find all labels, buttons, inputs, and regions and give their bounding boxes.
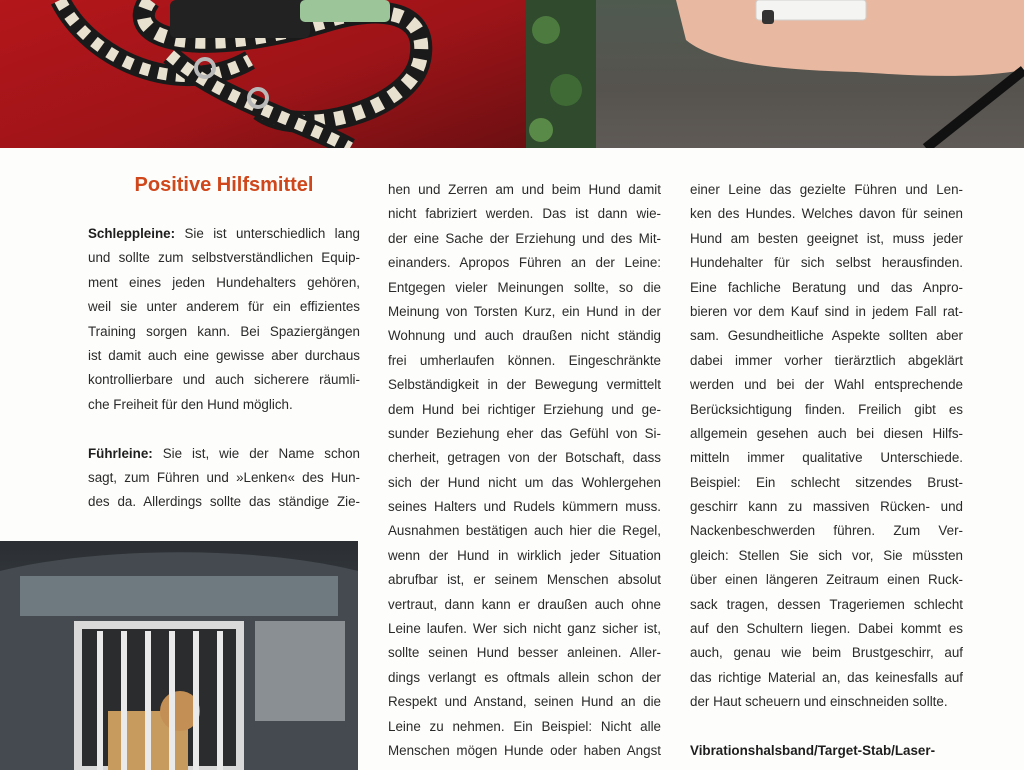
text-line: frei umherlaufen können. Eingeschränkte xyxy=(388,352,661,368)
text-line: Leine zu nehmen. Ein Beispiel: Nicht alle xyxy=(388,718,661,734)
text-line: Eine fachliche Beratung und das Anpro- xyxy=(690,279,963,295)
text-line: das richtige Material an, das keinesfalls auf xyxy=(690,669,963,685)
text-line: wenn der Hund in wirklich jeder Situation xyxy=(388,547,661,563)
text-line: ken des Hundes. Welches davon für seinen xyxy=(690,206,963,222)
text-line: Nackenbeschwerden führen. Zum Ver- xyxy=(690,523,963,539)
dog-crate-illustration xyxy=(0,541,358,770)
dog-crate-photo xyxy=(0,541,358,770)
subheading-vibrationshalsband: Vibrationshalsband/Target-Stab/Laser- xyxy=(690,742,936,758)
text-line: Berücksichtigung finden. Freilich gibt es xyxy=(690,401,963,417)
text-line: weil sie unter anderem für ein effizientes xyxy=(88,299,360,315)
text-line: hen und Zerren am und beim Hund damit xyxy=(388,182,661,197)
paragraph-fuehrleine-first-line xyxy=(88,442,360,466)
text-line: Selbständigkeit in der Bewegung vermittelt xyxy=(388,377,661,393)
text-line: mitteln immer qualitative Unterschiede. xyxy=(690,450,963,466)
text-line: der eine Sache der Erziehung und des Mit- xyxy=(388,230,661,246)
text-line: Wohnung und auch draußen nicht ständig xyxy=(388,328,661,344)
text-line: gleich: Stellen Sie sich vor, Sie müssten xyxy=(690,547,963,563)
text-line: und sollte zum selbstverständlichen Equip- xyxy=(88,250,360,266)
text-line: kontrollierbare und auch sicherere räumli- xyxy=(88,372,360,388)
text-line: auch, genau wie beim Brustgeschirr, auf xyxy=(690,645,963,661)
leash-photo xyxy=(0,0,526,148)
text-line: nicht fabriziert werden. Das ist dann wie- xyxy=(388,206,661,222)
text-line: Beispiel: Ein schlecht sitzendes Brust- xyxy=(690,474,963,490)
text-line: sack tragen, dessen Trageriemen schlecht xyxy=(690,596,963,612)
text-fragment: Sie ist, wie der Name schon xyxy=(162,445,360,461)
text-line: Hundehalter für sich selbst herausfinden. xyxy=(690,255,963,271)
hand-photo xyxy=(526,0,1024,148)
text-line: über einen längeren Zeitraum einen Ruck- xyxy=(690,572,963,588)
text-line: werden und bei der Wahl entsprechende xyxy=(690,377,963,393)
text-line: Entgegen vieler Meinungen sollte, so die xyxy=(388,279,661,295)
paragraph-schleppleine-first-line xyxy=(88,222,360,246)
text-line: einer Leine das gezielte Führen und Len- xyxy=(690,182,963,197)
text-line: Training sorgen kann. Bei Spaziergängen xyxy=(88,323,360,339)
text-line: sunder Beziehung eher das Gefühl von Si- xyxy=(388,425,661,441)
text-fragment: Sie ist unterschiedlich lang xyxy=(184,226,360,241)
text-line: sollte seinen Hund besser anleinen. Aller- xyxy=(388,645,661,661)
leash-illustration xyxy=(0,0,526,148)
text-line: ment eines jeden Hundehalters gehören, xyxy=(88,274,360,290)
text-line: sich der Hund nicht um das Wohlergehen xyxy=(388,474,661,490)
text-line: allgemein gesehen auch bei diesen Hilfs- xyxy=(690,425,963,441)
hand-illustration xyxy=(526,0,1024,148)
term-schleppleine: Schleppleine: xyxy=(88,226,176,241)
text-line: seines Halters und Rudels kümmern muss. xyxy=(388,499,661,515)
text-line: sam. Gesundheitliche Aspekte sollten aber xyxy=(690,328,963,344)
text-line: Menschen mögen Hunde oder haben Angst xyxy=(388,742,661,758)
term-fuehrleine: Führleine: xyxy=(88,445,153,461)
article-column-2 xyxy=(388,178,661,763)
section-heading: Positive Hilfsmittel xyxy=(134,174,314,196)
text-line: cherheit, getragen von der Botschaft, dass xyxy=(388,450,661,466)
text-line: einanders. Apropos Führen an der Leine: xyxy=(388,255,661,271)
text-line: Leine laufen. Wer sich nicht ganz sicher ist, xyxy=(388,621,661,637)
text-line: bieren vor dem Kauf sind in jedem Fall rat- xyxy=(690,303,963,319)
text-line: des da. Allerdings sollte das ständige Zie- xyxy=(88,494,360,510)
text-line: der Haut scheuern und einschneiden sollte. xyxy=(690,694,948,710)
text-line: sagt, zum Führen und »Lenken« des Hun- xyxy=(88,469,360,485)
text-line: dem Hund bei richtiger Erziehung und ge- xyxy=(388,401,661,417)
text-line: abrufbar ist, er seinem Menschen absolut xyxy=(388,572,661,588)
text-line: che Freiheit für den Hund möglich. xyxy=(88,396,293,412)
text-line: Meinung von Torsten Kurz, ein Hund in der xyxy=(388,303,661,319)
text-line: Hund am besten geeignet ist, muss jeder xyxy=(690,230,963,246)
text-line: ist damit auch eine gewisse aber durchaus xyxy=(88,347,360,363)
text-line: Respekt und Anstand, seinen Hund an die xyxy=(388,694,661,710)
text-line: Ausnahmen bestätigen auch hier die Regel, xyxy=(388,523,661,539)
text-line: geschirr kann zu massiven Rücken- und xyxy=(690,499,963,515)
text-line: dings verlangt es oftmals allein schon der xyxy=(388,669,661,685)
text-line: auf den Schultern liegen. Dabei kommt es xyxy=(690,621,963,637)
article-column-3 xyxy=(690,178,963,763)
article-column-1 xyxy=(88,170,360,515)
text-line: dabei immer vorher tierärztlich abgeklärt xyxy=(690,352,963,368)
text-line: vertraut, dann kann er draußen auch ohne xyxy=(388,596,661,612)
